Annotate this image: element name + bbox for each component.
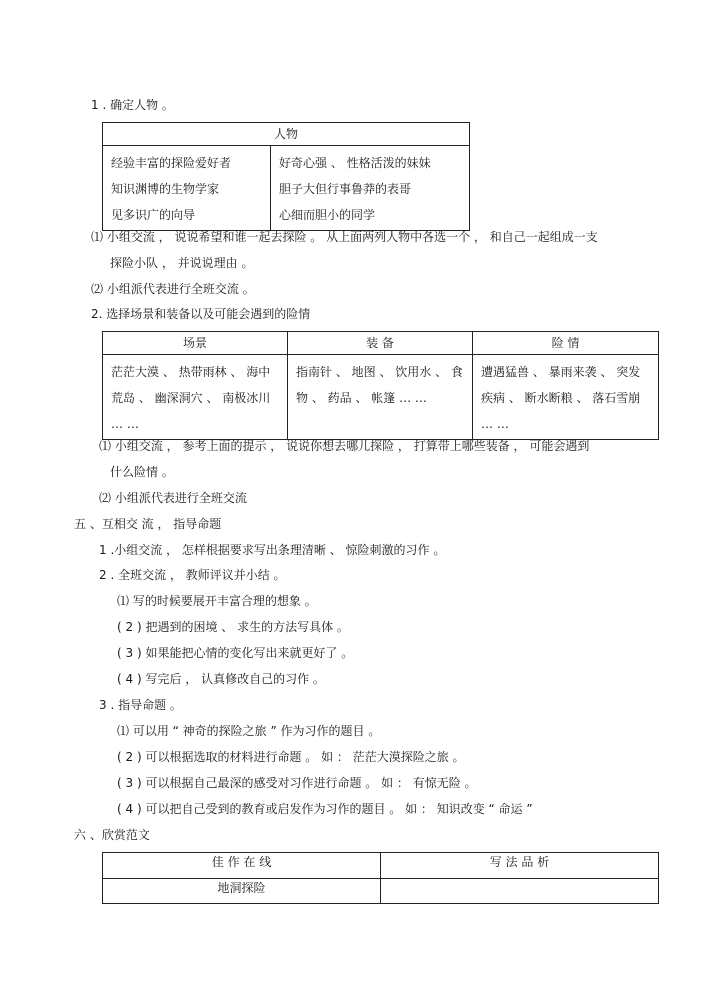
character-item: 好奇心强 、 性格活泼的妹妹 bbox=[279, 156, 431, 170]
characters-table bbox=[102, 122, 470, 231]
scene-step-1: ⑴ 小组交流 ， 参考上面的提示 ， 说说你想去哪儿探险 ， 打算带上哪些装备 ， 可能会遇到 bbox=[99, 439, 590, 453]
sec5-point-3-item: ( 2 ) 可以根据选取的材料进行命题 。 如 ： 茫茫大漠探险之旅 。 bbox=[117, 750, 465, 764]
scene-step-2: ⑵ 小组派代表进行全班交流 bbox=[99, 491, 247, 505]
characters-step-1: ⑴ 小组交流 ， 说说希望和谁一起去探险 。 从上面两列人物中各选一个 ， 和自己一起组成一支 bbox=[91, 230, 598, 244]
sec5-point-2-item: ( 2 ) 把遇到的困境 、 求生的方法写具体 。 bbox=[117, 620, 349, 634]
sec5-point-2: 2 . 全班交流 ， 教师评议并小结 。 bbox=[99, 568, 286, 582]
sec5-point-3-item: ( 3 ) 可以根据自己最深的感受对习作进行命题 。 如 ： 有惊无险 。 bbox=[117, 776, 477, 790]
character-item: 见多识广的向导 bbox=[111, 208, 196, 222]
section-heading-6: 六 、欣赏范文 bbox=[74, 828, 150, 842]
scene-step-1-cont: 什么险情 。 bbox=[110, 465, 174, 479]
section-heading-5: 五 、互相交 流 ， 指导命题 bbox=[74, 517, 222, 531]
analysis-header: 写 法 品 析 bbox=[381, 853, 659, 879]
equipment-header: 装 备 bbox=[288, 332, 473, 355]
sec5-point-3: 3 . 指导命题 。 bbox=[99, 698, 182, 712]
model-essay-header: 佳 作 在 线 bbox=[103, 853, 381, 879]
sec5-point-3-item: ⑴ 可以用 “ 神奇的探险之旅 ” 作为习作的题目 。 bbox=[117, 724, 381, 738]
characters-table-header: 人物 bbox=[103, 123, 470, 146]
sec5-point-3-item: ( 4 ) 可以把自己受到的教育或启发作为习作的题目 。 如 ： 知识改变 “ 命运 ” bbox=[117, 802, 533, 816]
model-essay-table bbox=[102, 852, 659, 904]
section-heading-characters: 1 . 确定人物 。 bbox=[91, 98, 174, 112]
scene-cell: 茫茫大漠 、 热带雨林 、 海中荒岛 、 幽深洞穴 、 南极冰川 … … bbox=[111, 365, 271, 431]
equipment-cell: 指南针 、 地图 、 饮用水 、 食物 、 药品 、 帐篷 … … bbox=[296, 365, 463, 405]
character-item: 心细而胆小的同学 bbox=[279, 208, 376, 222]
sec5-point-2-item: ( 3 ) 如果能把心情的变化写出来就更好了 。 bbox=[117, 646, 354, 660]
scene-table bbox=[102, 331, 659, 440]
scene-header: 场景 bbox=[103, 332, 288, 355]
analysis-cell bbox=[381, 879, 659, 904]
sec5-point-1: 1 .小组交流 ， 怎样根据要求写出条理清晰 、 惊险刺激的习作 。 bbox=[99, 543, 446, 557]
section-heading-scene: 2. 选择场景和装备以及可能会遇到的险情 bbox=[91, 307, 311, 321]
character-item: 经验丰富的探险爱好者 bbox=[111, 156, 232, 170]
model-essay-title: 地洞探险 bbox=[103, 879, 381, 904]
sec5-point-2-item: ⑴ 写的时候要展开丰富合理的想象 。 bbox=[117, 594, 317, 608]
characters-step-2: ⑵ 小组派代表进行全班交流 。 bbox=[91, 282, 255, 296]
characters-step-1-cont: 探险小队 ， 并说说理由 。 bbox=[110, 256, 254, 270]
character-item: 知识渊博的生物学家 bbox=[111, 182, 220, 196]
danger-cell: 遭遇猛兽 、 暴雨来袭 、 突发疾病 、 断水断粮 、 落石雪崩 … … bbox=[481, 365, 641, 431]
sec5-point-2-item: ( 4 ) 写完后 ， 认真修改自己的习作 。 bbox=[117, 672, 325, 686]
danger-header: 险 情 bbox=[473, 332, 659, 355]
character-item: 胆子大但行事鲁莽的表哥 bbox=[279, 182, 412, 196]
